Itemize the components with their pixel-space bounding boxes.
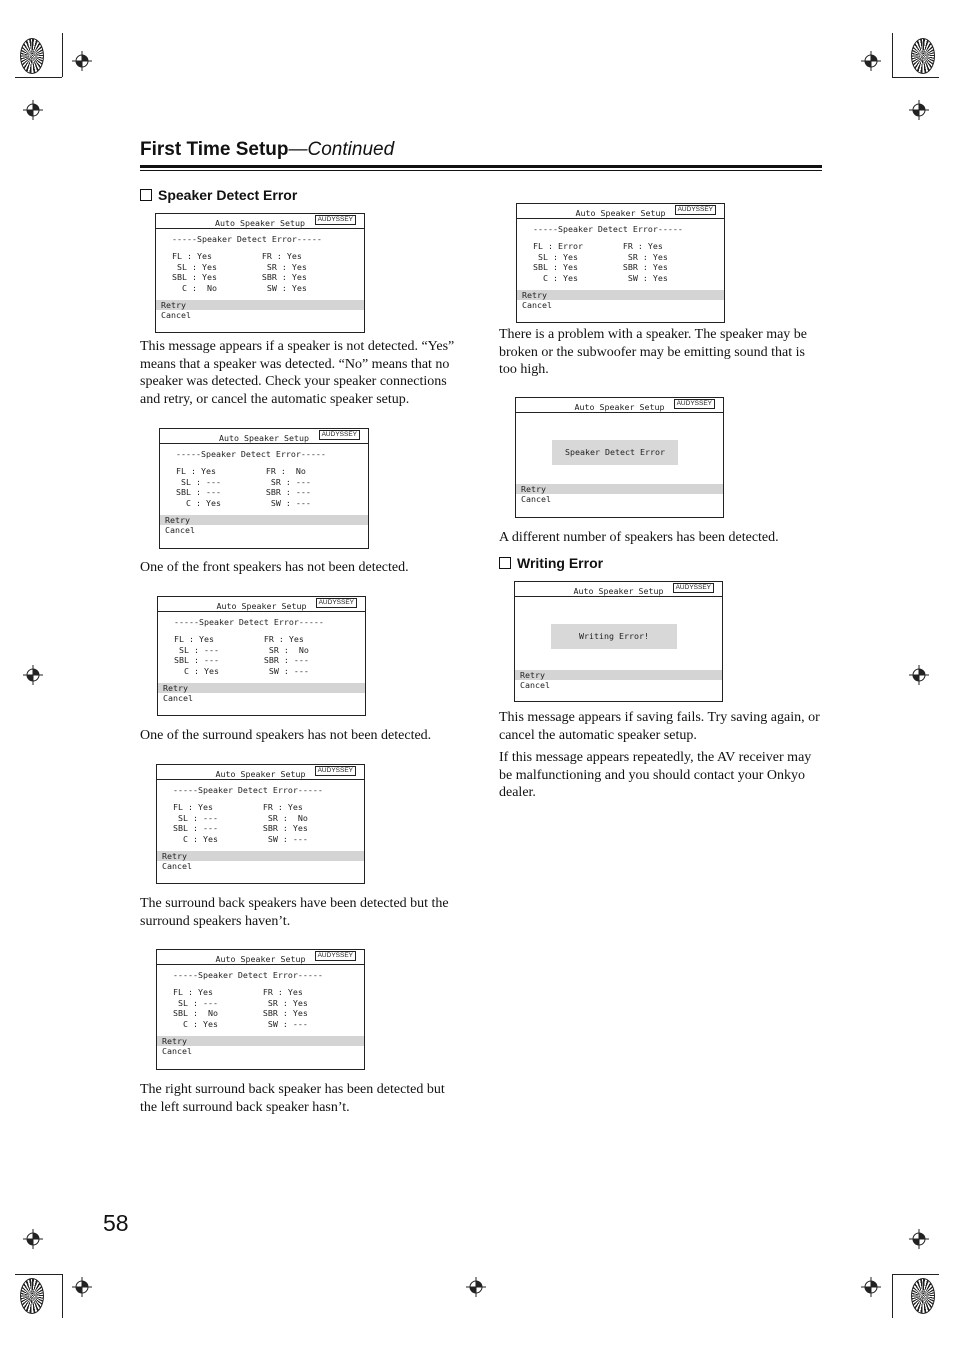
crop-mark — [892, 1274, 893, 1318]
osd-speaker-grid: FL : Yes FR : Yes SL : --- SR : No SBL : --- SBR : Yes C : Yes SW : --- — [173, 802, 308, 844]
osd-menu — [160, 515, 368, 535]
header-continued: —Continued — [288, 139, 395, 160]
header-title: First Time Setup — [140, 139, 289, 160]
paragraph-4: The surround back speakers have been detected but the surround speakers haven’t. — [140, 896, 449, 929]
osd-cancel-item: Cancel — [521, 494, 551, 504]
paragraph-5: The right surround back speaker has been detected but the left surround back speaker hasn’t. — [140, 1082, 445, 1115]
header-rule-thick — [140, 165, 822, 168]
osd-retry-item: Retry — [515, 670, 722, 680]
osd-speaker-grid: FL : Yes FR : Yes SL : --- SR : No SBL : --- SBR : --- C : Yes SW : --- — [174, 634, 309, 676]
page-header — [140, 139, 394, 161]
osd-title-bar: Auto Speaker Setup AUDYSSEY — [157, 765, 364, 780]
registration-mark-icon — [23, 100, 43, 120]
paragraph-8: This message appears if saving fails. Try saving again, or cancel the automatic speaker setup. — [499, 710, 820, 743]
color-bar-icon — [20, 38, 44, 74]
crop-mark — [62, 33, 63, 77]
osd-retry-item: Retry — [156, 300, 364, 310]
osd-title-bar: Auto Speaker Setup AUDYSSEY — [157, 950, 364, 965]
crop-mark — [892, 33, 893, 77]
registration-mark-icon — [909, 1229, 929, 1249]
paragraph-2: One of the front speakers has not been detected. — [140, 560, 409, 575]
checkbox-icon — [499, 557, 511, 569]
osd-screen-1 — [155, 213, 365, 333]
audyssey-badge: AUDYSSEY — [674, 399, 715, 409]
osd-error-line: -----Speaker Detect Error----- — [172, 234, 322, 244]
osd-cancel-item: Cancel — [522, 300, 552, 310]
osd-message-box: Speaker Detect Error — [552, 440, 678, 465]
checkbox-icon — [140, 189, 152, 201]
osd-screen-2 — [159, 428, 369, 549]
registration-mark-icon — [909, 100, 929, 120]
osd-error-line: -----Speaker Detect Error----- — [533, 224, 683, 234]
audyssey-badge: AUDYSSEY — [315, 951, 356, 961]
registration-mark-icon — [861, 1277, 881, 1297]
registration-mark-icon — [466, 1277, 486, 1297]
paragraph-9: If this message appears repeatedly, the AV receiver may be malfunctioning and you should contact your Onkyo dealer. — [499, 750, 812, 800]
color-bar-icon — [911, 1278, 935, 1314]
audyssey-badge: AUDYSSEY — [673, 583, 714, 593]
osd-title-bar: Auto Speaker Setup AUDYSSEY — [156, 214, 364, 229]
registration-mark-icon — [23, 1229, 43, 1249]
osd-error-line: -----Speaker Detect Error----- — [174, 617, 324, 627]
registration-mark-icon — [909, 665, 929, 685]
registration-mark-icon — [861, 51, 881, 71]
section-writing-error: Writing Error — [499, 555, 603, 571]
osd-error-line: -----Speaker Detect Error----- — [173, 970, 323, 980]
osd-title-bar: Auto Speaker Setup AUDYSSEY — [516, 398, 723, 413]
osd-cancel-item: Cancel — [162, 861, 192, 871]
osd-menu — [515, 670, 722, 690]
osd-retry-item: Retry — [158, 683, 365, 693]
osd-screen-6 — [516, 203, 725, 323]
paragraph-3: One of the surround speakers has not been detected. — [140, 728, 432, 743]
osd-message-box: Writing Error! — [551, 624, 677, 649]
page-number: 58 — [103, 1210, 129, 1236]
osd-cancel-item: Cancel — [165, 525, 195, 535]
osd-title-bar: Auto Speaker Setup AUDYSSEY — [517, 204, 724, 219]
paragraph-1: This message appears if a speaker is not detected. “Yes” means that a speaker was detected. “No” means that no speaker was detected. Check your speaker connections and retry, or cancel the automatic speaker setup. — [140, 339, 455, 407]
registration-mark-icon — [72, 51, 92, 71]
osd-error-line: -----Speaker Detect Error----- — [173, 785, 323, 795]
osd-retry-item: Retry — [517, 290, 724, 300]
color-bar-icon — [20, 1278, 44, 1314]
osd-menu — [157, 1036, 364, 1056]
osd-cancel-item: Cancel — [161, 310, 191, 320]
osd-error-line: -----Speaker Detect Error----- — [176, 449, 326, 459]
osd-screen-5 — [156, 949, 365, 1070]
osd-cancel-item: Cancel — [162, 1046, 192, 1056]
audyssey-badge: AUDYSSEY — [316, 598, 357, 608]
osd-cancel-item: Cancel — [520, 680, 550, 690]
osd-cancel-item: Cancel — [163, 693, 193, 703]
crop-mark — [15, 77, 62, 78]
crop-mark — [15, 1274, 62, 1275]
audyssey-badge: AUDYSSEY — [315, 215, 356, 225]
osd-speaker-grid: FL : Yes FR : Yes SL : --- SR : Yes SBL : No SBR : Yes C : Yes SW : --- — [173, 987, 308, 1029]
osd-menu — [517, 290, 724, 310]
section-speaker-detect-error: Speaker Detect Error — [140, 187, 297, 203]
paragraph-7: A different number of speakers has been detected. — [499, 530, 779, 545]
osd-speaker-grid: FL : Error FR : Yes SL : Yes SR : Yes SBL : Yes SBR : Yes C : Yes SW : Yes — [533, 241, 668, 283]
osd-menu — [157, 851, 364, 871]
osd-screen-7 — [515, 397, 724, 518]
registration-mark-icon — [23, 665, 43, 685]
osd-screen-4 — [156, 764, 365, 884]
crop-mark — [892, 1274, 939, 1275]
osd-title-bar: Auto Speaker Setup AUDYSSEY — [158, 597, 365, 612]
osd-title-bar: Auto Speaker Setup AUDYSSEY — [515, 582, 722, 597]
osd-speaker-grid: FL : Yes FR : Yes SL : Yes SR : Yes SBL : Yes SBR : Yes C : No SW : Yes — [172, 251, 307, 293]
paragraph-6: There is a problem with a speaker. The speaker may be broken or the subwoofer may be emitting sound that is too high. — [499, 327, 808, 377]
osd-menu — [516, 484, 723, 504]
osd-title-bar: Auto Speaker Setup AUDYSSEY — [160, 429, 368, 444]
crop-mark — [892, 77, 939, 78]
osd-retry-item: Retry — [160, 515, 368, 525]
audyssey-badge: AUDYSSEY — [319, 430, 360, 440]
osd-retry-item: Retry — [516, 484, 723, 494]
crop-mark — [62, 1274, 63, 1318]
audyssey-badge: AUDYSSEY — [675, 205, 716, 215]
osd-menu — [158, 683, 365, 703]
osd-speaker-grid: FL : Yes FR : No SL : --- SR : --- SBL : --- SBR : --- C : Yes SW : --- — [176, 466, 311, 508]
osd-retry-item: Retry — [157, 851, 364, 861]
osd-retry-item: Retry — [157, 1036, 364, 1046]
header-rule-thin — [140, 170, 822, 171]
registration-mark-icon — [72, 1277, 92, 1297]
osd-screen-3 — [157, 596, 366, 716]
color-bar-icon — [911, 38, 935, 74]
audyssey-badge: AUDYSSEY — [315, 766, 356, 776]
osd-menu — [156, 300, 364, 320]
osd-screen-8 — [514, 581, 723, 702]
